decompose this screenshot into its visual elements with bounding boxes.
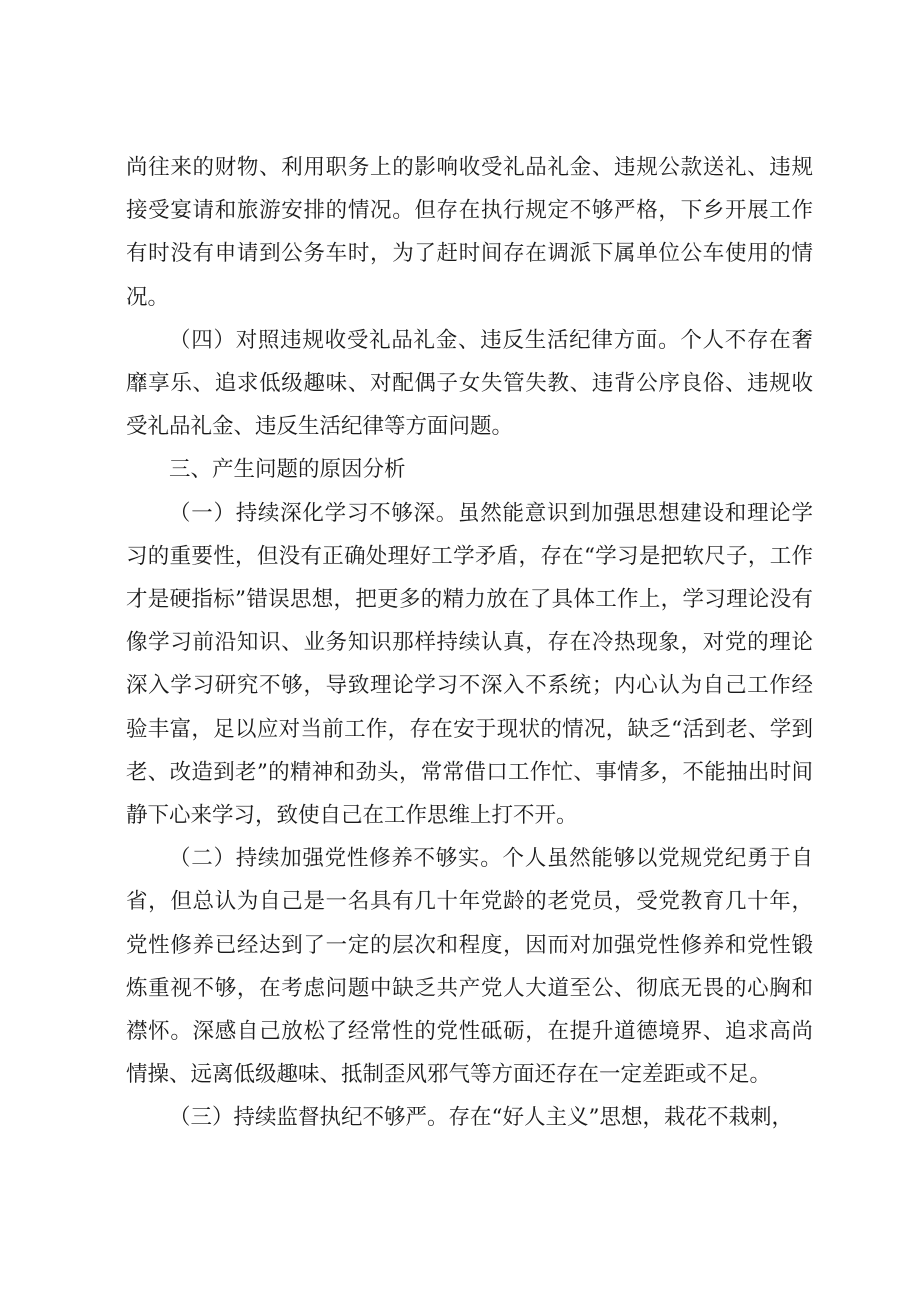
section-heading-causes: 三、产生问题的原因分析: [169, 457, 406, 483]
paragraph-continuation: 尚往来的财物、利用职务上的影响收受礼品礼金、违规公款送礼、违规接受宴请和旅游安排的情况。但存在执行规定不够严格，下乡开展工作有时没有申请到公务车时，为了赶时间存在调派下属单位公车使用的情况。: [126, 155, 813, 310]
paragraph-cause-two: （二）持续加强党性修养不够实。个人虽然能够以党规党纪勇于自省，但总认为自己是一名具有几十年党龄的老党员，受党教育几十年，党性修养已经达到了一定的层次和程度，因而对加强党性修养和党性锻炼重视不够，在考虑问题中缺乏共产党人大道至公、彻底无畏的心胸和襟怀。深感自己放松了经常性的党性砥砺，在提升道德境界、追求高尚情操、远离低级趣味、抵制歪风邪气等方面还存在一定差距或不足。: [126, 846, 813, 1088]
paragraph-section-four: （四）对照违规收受礼品礼金、违反生活纪律方面。个人不存在奢靡享乐、追求低级趣味、对配偶子女失管失教、违背公序良俗、违规收受礼品礼金、违反生活纪律等方面问题。: [126, 327, 813, 440]
paragraph-cause-one: （一）持续深化学习不够深。虽然能意识到加强思想建设和理论学习的重要性，但没有正确处理好工学矛盾，存在“学习是把软尺子，工作才是硬指标”错误思想，把更多的精力放在了具体工作上，学习理论没有像学习前沿知识、业务知识那样持续认真，存在冷热现象，对党的理论深入学习研究不够，导致理论学习不深入不系统；内心认为自己工作经验丰富，足以应对当前工作，存在安于现状的情况，缺乏“活到老、学到老、改造到老”的精神和劲头，常常借口工作忙、事情多，不能抽出时间静下心来学习，致使自己在工作思维上打不开。: [126, 500, 813, 829]
paragraph-cause-three: （三）持续监督执纪不够严。存在“好人主义”思想，栽花不栽刺，: [169, 1105, 793, 1131]
document-body: [126, 146, 813, 1140]
